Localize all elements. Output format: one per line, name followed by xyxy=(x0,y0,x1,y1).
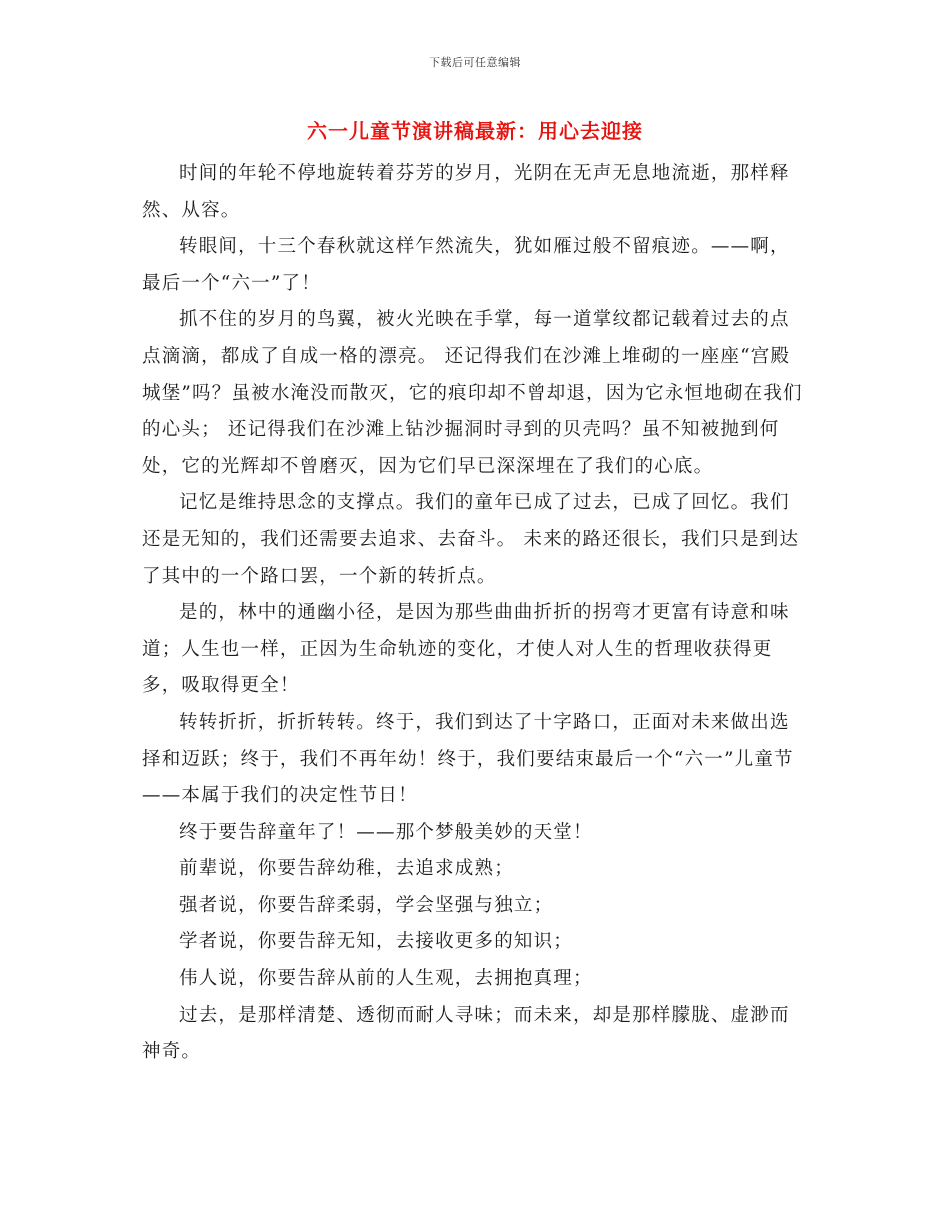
document-body xyxy=(142,156,808,1071)
page-header: 下载后可任意编辑 xyxy=(429,56,521,69)
paragraph: 抓不住的岁月的鸟翼，被火光映在手掌，每一道掌纹都记载着过去的点点滴滴，都成了自成一格的漂亮。 还记得我们在沙滩上堆砌的一座座“宫殿城堡”吗？虽被水淹没而散灭，它的痕印却不曾却退，因为它永恒地砌在我们的心头； 还记得我们在沙滩上钻沙掘洞时寻到的贝壳吗？虽不知被抛到何处，它的光辉却不曾磨灭，因为它们早已深深埋在了我们的心底。 xyxy=(142,309,803,477)
paragraph: 转转折折，折折转转。终于，我们到达了十字路口，正面对未来做出选择和迈跃；终于，我们不再年幼！终于，我们要结束最后一个“六一”儿童节——本属于我们的决定性节日！ xyxy=(142,711,794,807)
paragraph: 过去，是那样清楚、透彻而耐人寻味；而未来，却是那样朦胧、虚渺而神奇。 xyxy=(142,1004,790,1063)
document-title: 六一儿童节演讲稿最新：用心去迎接 xyxy=(307,119,643,143)
paragraph: 终于要告辞童年了！——那个梦般美妙的天堂！ xyxy=(179,821,593,843)
paragraph: 学者说，你要告辞无知，去接收更多的知识； xyxy=(179,931,574,953)
paragraph: 前辈说，你要告辞幼稚，去追求成熟； xyxy=(179,858,514,880)
paragraph: 强者说，你要告辞柔弱，学会坚强与独立； xyxy=(179,894,554,916)
paragraph: 是的，林中的通幽小径，是因为那些曲曲折折的拐弯才更富有诗意和味道；人生也一样，正因为生命轨迹的变化，才使人对人生的哲理收获得更多，吸取得更全！ xyxy=(142,602,790,697)
paragraph: 转眼间，十三个春秋就这样乍然流失，犹如雁过般不留痕迹。——啊，最后一个“六一”了！ xyxy=(142,236,790,294)
paragraph: 时间的年轮不停地旋转着芬芳的岁月，光阴在无声无息地流逝，那样释然、从容。 xyxy=(142,163,790,221)
paragraph: 伟人说，你要告辞从前的人生观，去拥抱真理； xyxy=(179,968,593,990)
paragraph: 记忆是维持思念的支撑点。我们的童年已成了过去，已成了回忆。我们还是无知的，我们还需要去追求、去奋斗。 未来的路还很长，我们只是到达了其中的一个路口罢，一个新的转折点。 xyxy=(142,492,800,587)
